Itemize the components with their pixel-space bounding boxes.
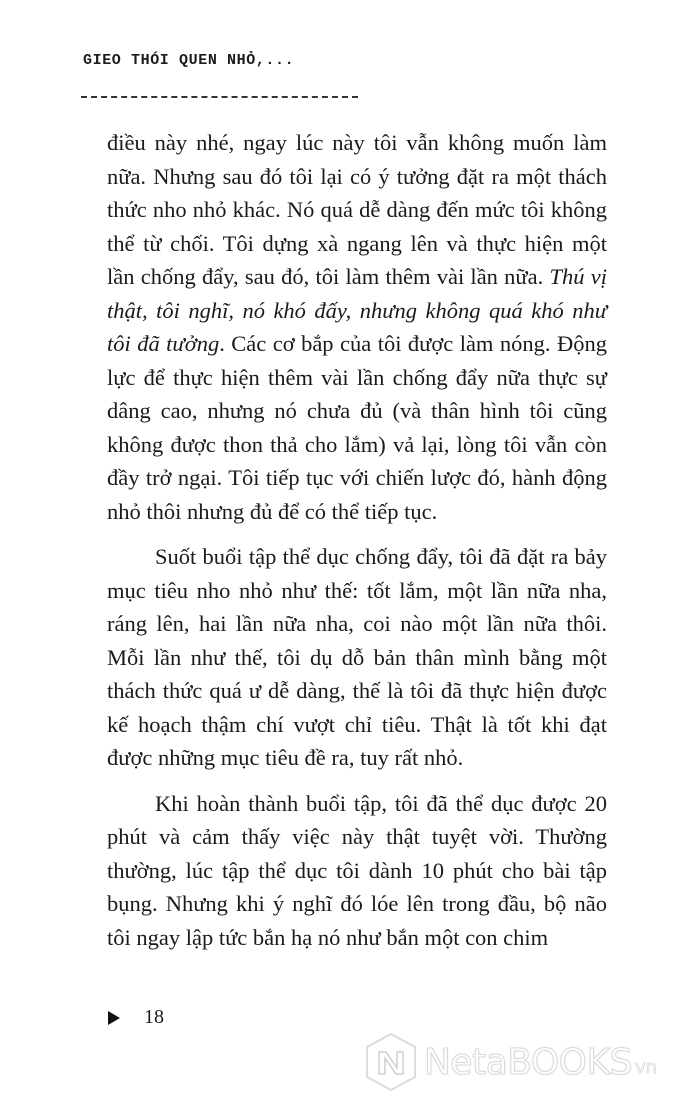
paragraph-3-text: Khi hoàn thành buổi tập, tôi đã thể dục được 20 phút và cảm thấy việc này thật tuyệt vời. Thường thường, lúc tập thể dục tôi dành 10 phút cho bài tập bụng. Nhưng khi ý nghĩ đó lóe lên trong đầu, bộ não tôi ngay lập tức bắn hạ nó như bắn một con chim — [107, 790, 607, 950]
page-body — [107, 126, 607, 966]
running-header-title: GIEO THÓI QUEN NHỎ,... — [83, 52, 295, 69]
page-footer — [108, 1006, 164, 1029]
paragraph-2-text: Suốt buổi tập thể dục chống đẩy, tôi đã đặt ra bảy mục tiêu nho nhỏ như thế: tốt lắm, một lần nữa nha, ráng lên, hai lần nữa nha, coi nào một lần nữa thôi. Mỗi lần như thế, tôi dụ dỗ bản thân mình bằng một thách thức quá ư dễ dàng, thế là tôi đã thực hiện được kế hoạch thậm chí vượt chỉ tiêu. Thật là tốt khi đạt được những mục tiêu đề ra, tuy rất nhỏ. — [107, 544, 607, 770]
paragraph-1-text-a: điều này nhé, ngay lúc này tôi vẫn không muốn làm nữa. Nhưng sau đó tôi lại có ý tưởng đặt ra một thách thức nho nhỏ khác. Nó quá dễ dàng đến mức tôi không thể từ chối. Tôi dựng xà ngang lên và thực hiện một lần chống đẩy, sau đó, tôi làm thêm vài lần nữa. — [107, 130, 607, 289]
watermark-brand-text: NetaBOOKS — [424, 1041, 632, 1083]
netabooks-watermark — [364, 1032, 657, 1092]
header-dashed-rule — [81, 96, 358, 98]
triangle-right-icon — [108, 1011, 120, 1025]
paragraph-2 — [107, 540, 607, 775]
paragraph-1 — [107, 126, 607, 528]
watermark-suffix-text: vn — [634, 1056, 658, 1078]
netabooks-hexagon-n-icon — [364, 1032, 418, 1092]
page-number: 18 — [144, 1006, 164, 1028]
paragraph-1-italic-thought: Thú vị thật, tôi nghĩ, nó khó đấy, nhưng không quá khó như tôi đã tưởng — [107, 264, 607, 356]
paragraph-3 — [107, 787, 607, 955]
paragraph-1-text-b: . Các cơ bắp của tôi được làm nóng. Động lực để thực hiện thêm vài lần chống đẩy nữa thực sự dâng cao, nhưng nó chưa đủ (và thân hình tôi cũng không được thon thả cho lắm) vả lại, lòng tôi vẫn còn đầy trở ngại. Tôi tiếp tục với chiến lược đó, hành động nhỏ thôi nhưng đủ để có thể tiếp tục. — [107, 331, 607, 524]
